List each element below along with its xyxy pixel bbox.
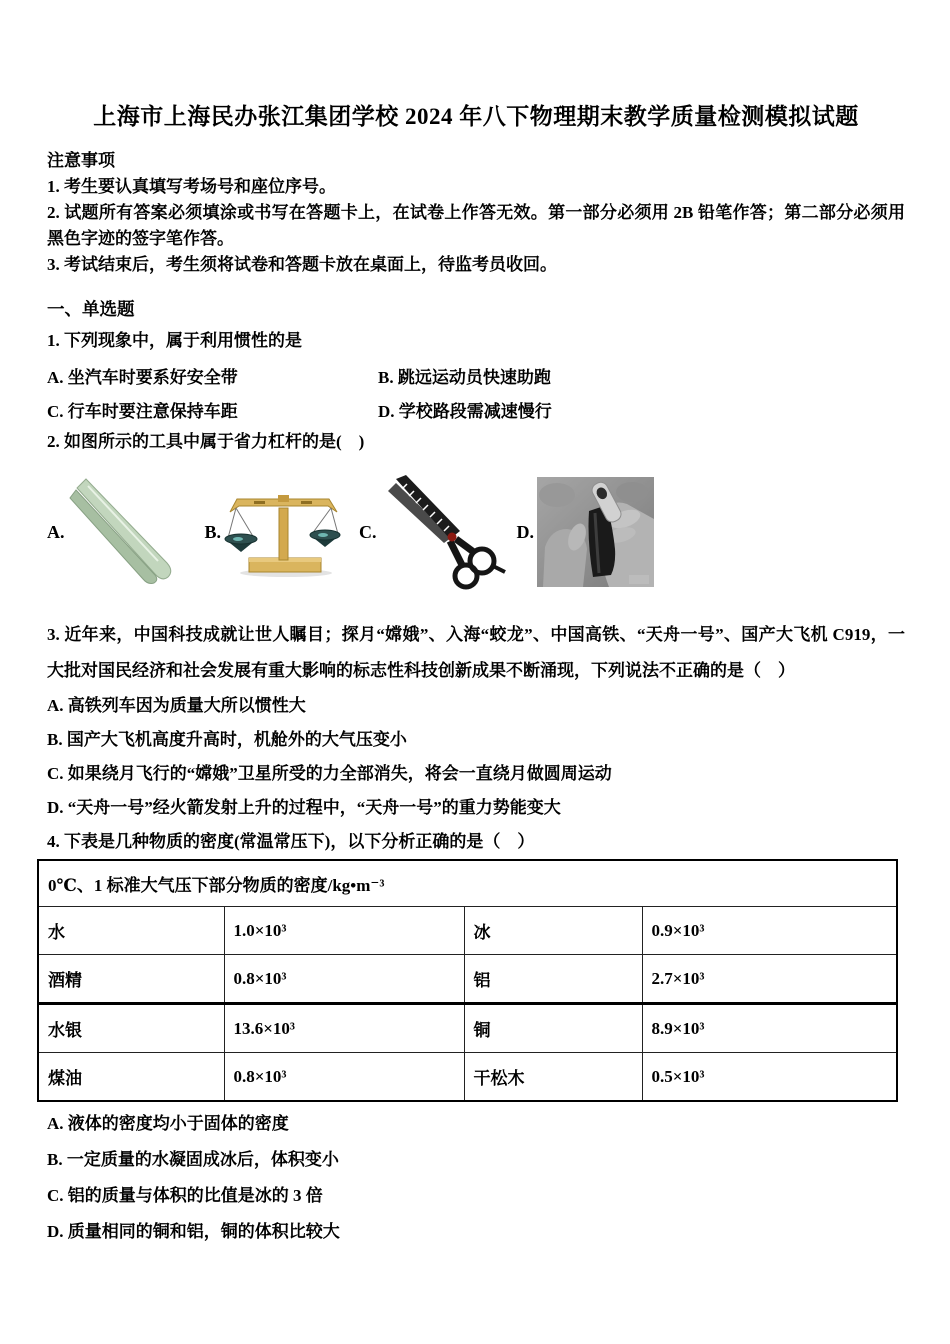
q1-option-d: D. 学校路段需减速慢行	[378, 402, 552, 421]
question-2-stem: 2. 如图所示的工具中属于省力杠杆的是( )	[47, 432, 365, 451]
density-table	[37, 859, 898, 1102]
figure-b	[205, 486, 343, 578]
q3-option-a: A. 高铁列车因为质量大所以惯性大	[47, 696, 306, 715]
substance-cell: 干松木	[464, 1053, 642, 1102]
question-1-stem: 1. 下列现象中，属于利用惯性的是	[47, 331, 302, 350]
section-heading: 一、单选题	[47, 299, 135, 319]
question-4-stem: 4. 下表是几种物质的密度(常温常压下)，以下分析正确的是（ ）	[47, 832, 535, 851]
q4-option-d: D. 质量相同的铜和铝，铜的体积比较大	[47, 1222, 340, 1241]
scissors-image	[380, 473, 510, 591]
bottle-opener-photo	[537, 477, 654, 587]
notice-item-3: 3. 考试结束后，考生须将试卷和答题卡放在桌面上，待监考员收回。	[47, 255, 557, 274]
density-table-title: 0℃、1 标准大气压下部分物质的密度/kg•m⁻³	[38, 860, 897, 907]
density-cell: 0.9×10³	[642, 907, 897, 955]
density-cell: 2.7×10³	[642, 955, 897, 1004]
q4-option-c: C. 铝的质量与体积的比值是冰的 3 倍	[47, 1186, 323, 1205]
page-title: 上海市上海民办张江集团学校 2024 年八下物理期末教学质量检测模拟试题	[93, 104, 859, 129]
figure-c	[359, 473, 510, 591]
q3-option-c: C. 如果绕月飞行的“嫦娥”卫星所受的力全部消失，将会一直绕月做圆周运动	[47, 764, 612, 783]
density-cell: 0.8×10³	[224, 955, 464, 1004]
table-row	[38, 907, 897, 955]
substance-cell: 水	[38, 907, 224, 955]
question-3-options	[47, 689, 905, 825]
question-4-options	[47, 1106, 905, 1250]
density-cell: 13.6×10³	[224, 1004, 464, 1053]
figure-b-label: B.	[204, 521, 222, 542]
figure-a	[47, 476, 180, 588]
q1-option-b: B. 跳远运动员快速助跑	[378, 368, 551, 387]
table-row	[38, 1053, 897, 1102]
density-cell: 0.8×10³	[224, 1053, 464, 1102]
density-table-header-row	[38, 860, 897, 907]
tweezers-image	[68, 476, 180, 588]
figure-a-label: A.	[47, 521, 65, 542]
question-2-figures	[47, 469, 905, 595]
balance-scale-image	[224, 486, 342, 578]
q3-option-b: B. 国产大飞机高度升高时，机舱外的大气压变小	[47, 730, 407, 749]
q4-option-b: B. 一定质量的水凝固成冰后，体积变小	[47, 1150, 339, 1169]
substance-cell: 铝	[464, 955, 642, 1004]
q1-option-c: C. 行车时要注意保持车距	[47, 402, 238, 421]
q3-option-d: D. “天舟一号”经火箭发射上升的过程中，“天舟一号”的重力势能变大	[47, 798, 561, 817]
question-3-stem: 3. 近年来，中国科技成就让世人瞩目；探月“嫦娥”、入海“蛟龙”、中国高铁、“天舟一号”、国产大飞机 C919，一大批对国民经济和社会发展有重大影响的标志性科技创新成果不断涌现，下列说法不正确的是（ ）	[47, 625, 905, 680]
substance-cell: 冰	[464, 907, 642, 955]
density-cell: 8.9×10³	[642, 1004, 897, 1053]
substance-cell: 铜	[464, 1004, 642, 1053]
q1-option-a: A. 坐汽车时要系好安全带	[47, 368, 238, 387]
table-row	[38, 955, 897, 1004]
question-1-options	[47, 361, 905, 429]
notice-item-1: 1. 考生要认真填写考场号和座位序号。	[47, 177, 336, 196]
figure-d-label: D.	[516, 521, 535, 542]
substance-cell: 煤油	[38, 1053, 224, 1102]
density-cell: 0.5×10³	[642, 1053, 897, 1102]
q4-option-a: A. 液体的密度均小于固体的密度	[47, 1114, 289, 1133]
figure-c-label: C.	[359, 521, 377, 542]
substance-cell: 酒精	[38, 955, 224, 1004]
substance-cell: 水银	[38, 1004, 224, 1053]
notice-section	[47, 148, 905, 278]
figure-d	[517, 477, 655, 587]
table-row	[38, 1004, 897, 1053]
notice-item-2: 2. 试题所有答案必须填涂或书写在答题卡上，在试卷上作答无效。第一部分必须用 2B 铅笔作答；第二部分必须用黑色字迹的签字笔作答。	[47, 203, 905, 248]
notice-heading: 注意事项	[47, 151, 115, 170]
density-cell: 1.0×10³	[224, 907, 464, 955]
